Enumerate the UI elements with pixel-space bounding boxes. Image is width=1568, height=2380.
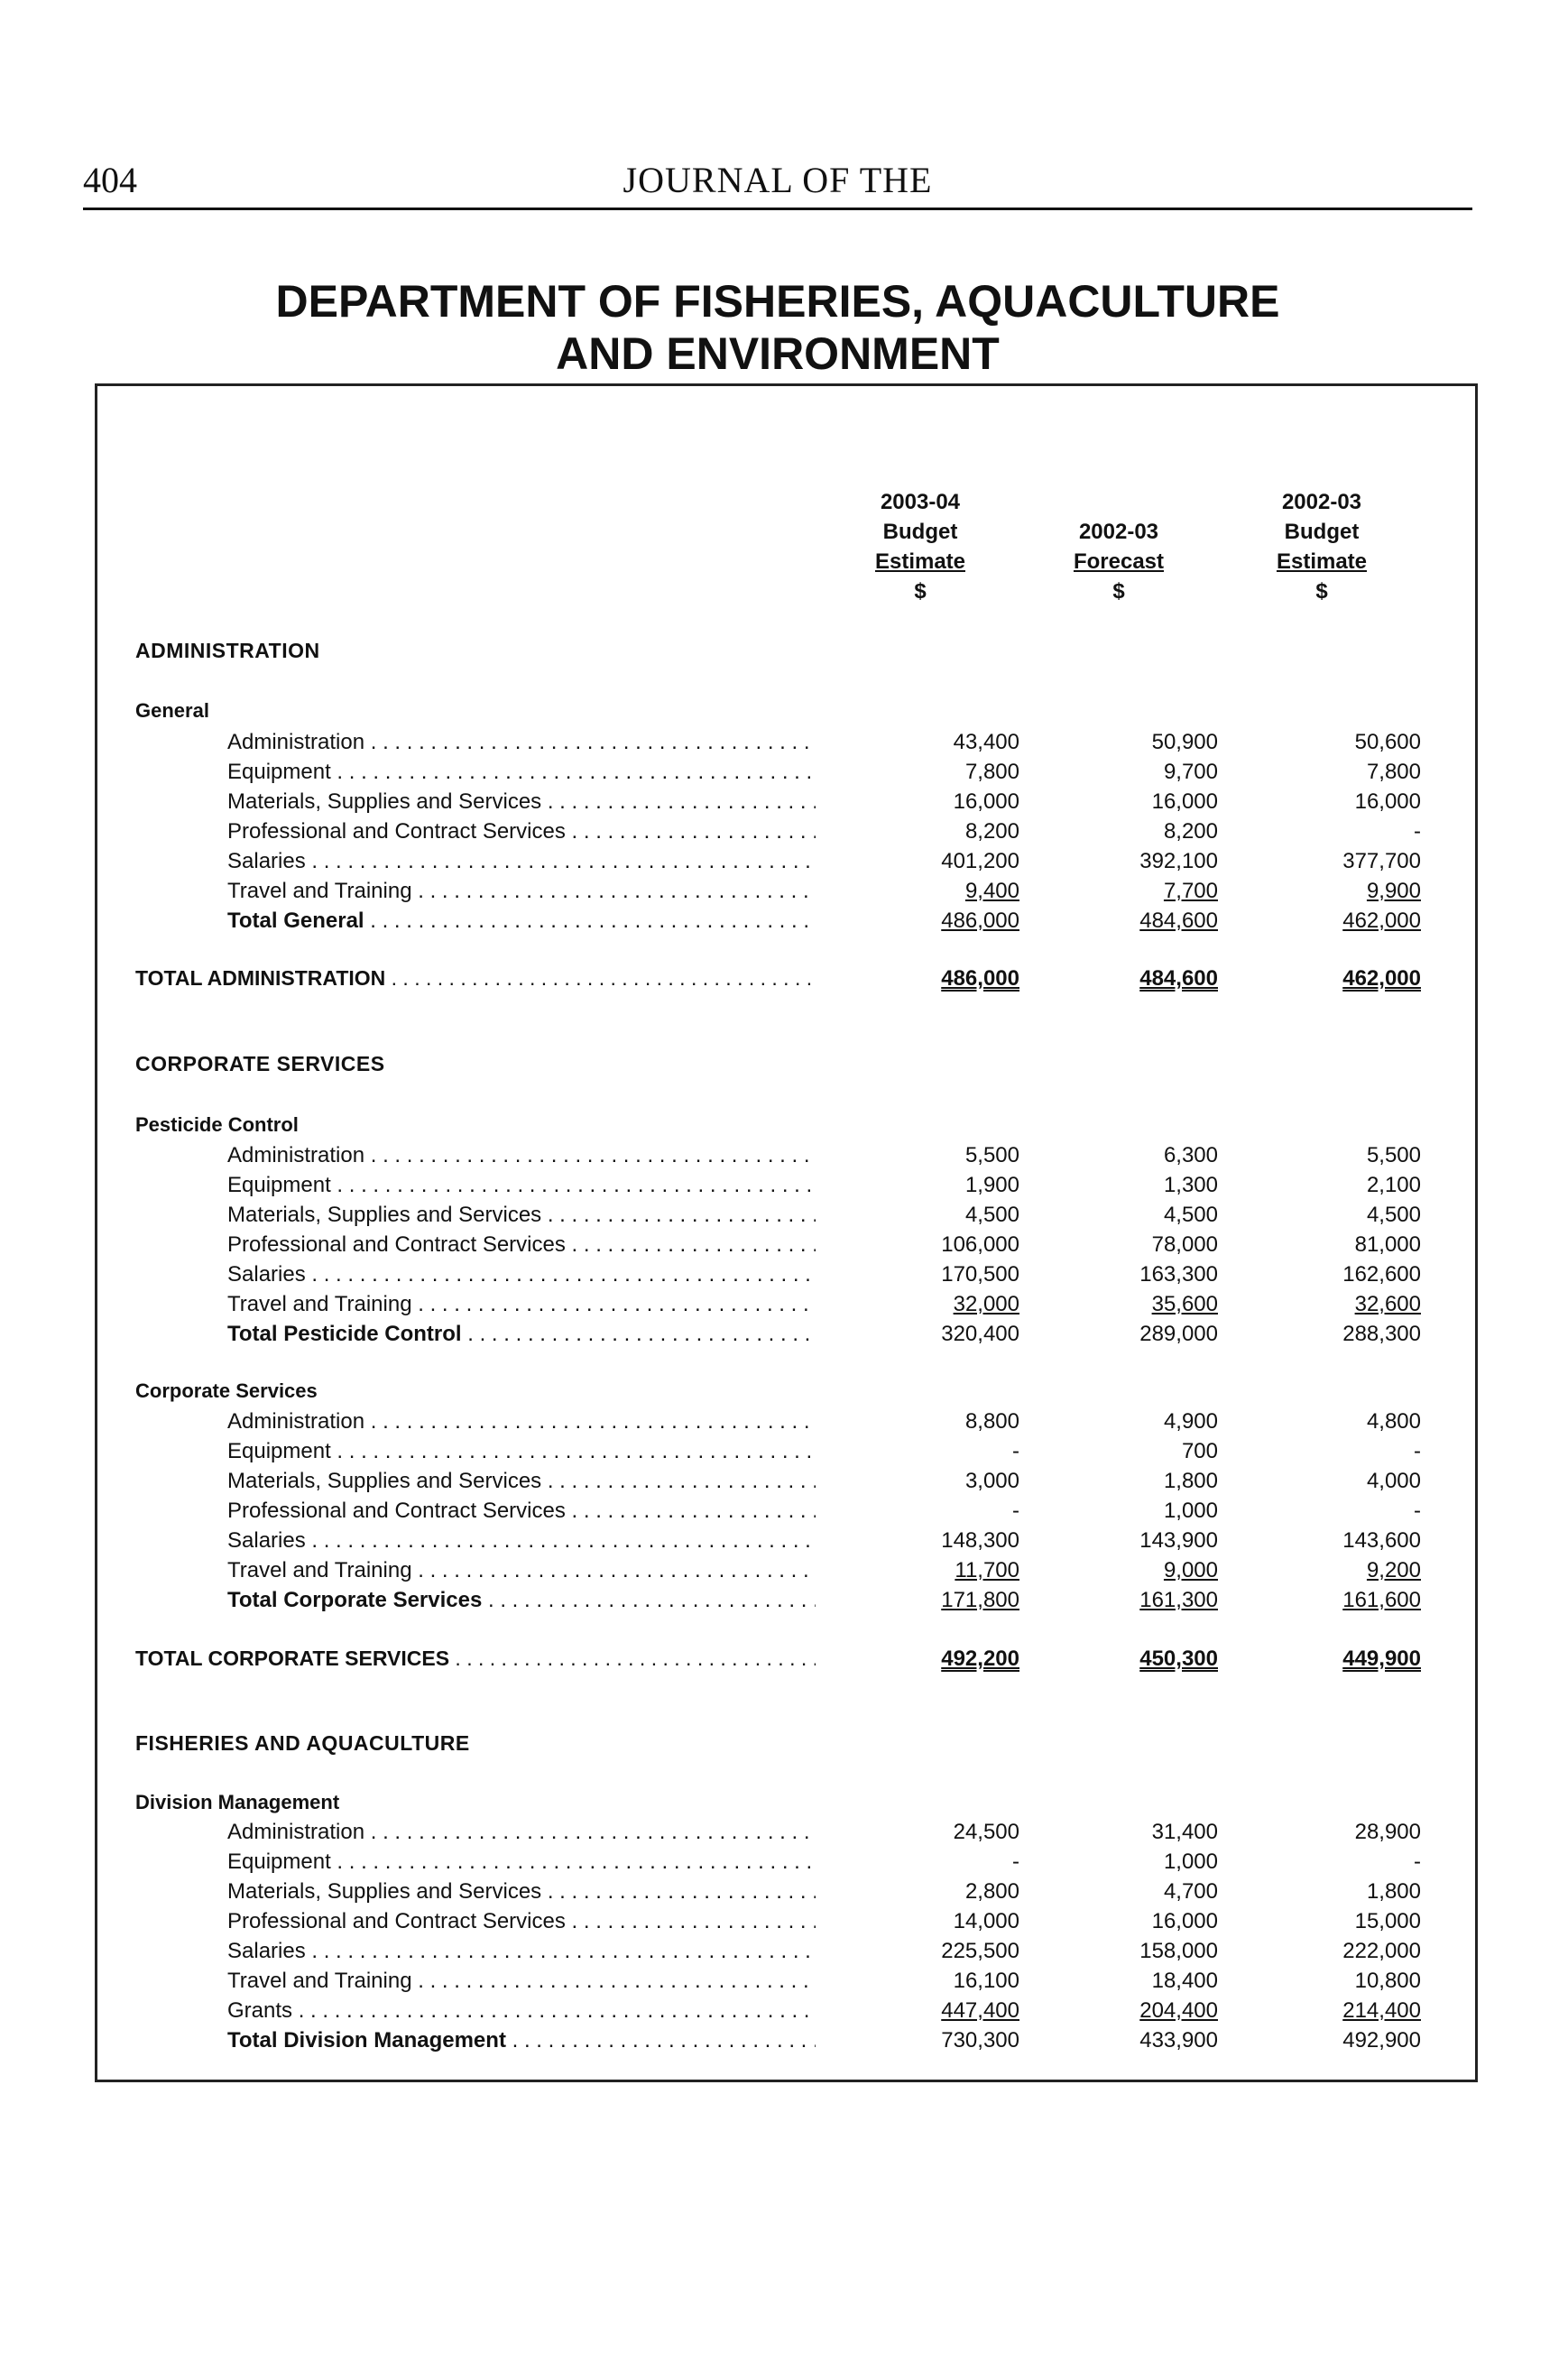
row-label: TOTAL ADMINISTRATION . . .	[135, 964, 816, 993]
value-2003-04-estimate: 1,900	[964, 1173, 1019, 1197]
value-2002-03-forecast	[1019, 1555, 1218, 1585]
column-header-line3: Estimate	[1276, 549, 1368, 574]
row-label: Professional and Contract Services . . .	[227, 1906, 816, 1936]
value-text: 486,000	[941, 966, 1019, 991]
column-header-budget-2002-03	[1222, 487, 1421, 606]
value-2003-04-estimate: 730,300	[941, 2028, 1019, 2053]
value-2002-03-estimate: 492,900	[1342, 2028, 1421, 2053]
value-text: 9,000	[1163, 1558, 1218, 1582]
table-row	[0, 1230, 1568, 1259]
value-text: 11,700	[955, 1558, 1019, 1582]
column-header-line3: Forecast	[1073, 549, 1165, 574]
value-2002-03-estimate	[1222, 1289, 1421, 1319]
table-row	[0, 1289, 1568, 1319]
table-row	[0, 1966, 1568, 1996]
value-2002-03-estimate: 377,700	[1342, 849, 1421, 873]
value-text: 9,900	[1366, 879, 1421, 903]
row-label: Professional and Contract Services . . .	[227, 1230, 816, 1259]
value-2002-03-estimate: 16,000	[1354, 789, 1421, 814]
table-row	[0, 1466, 1568, 1496]
column-header-unit: $	[1112, 579, 1125, 604]
column-header-budget-2003-04	[821, 487, 1019, 606]
column-header-line2: Budget	[1284, 520, 1360, 544]
value-2002-03-estimate: 2,100	[1366, 1173, 1421, 1197]
value-2003-04-estimate	[821, 906, 1019, 936]
row-label: Equipment . . .	[227, 1847, 816, 1877]
table-row	[0, 1526, 1568, 1555]
value-2002-03-estimate: 81,000	[1354, 1232, 1421, 1257]
column-header-forecast-2002-03	[1019, 487, 1218, 606]
table-row	[0, 1906, 1568, 1936]
section-heading-fisheries-and-aquaculture: FISHERIES AND AQUACULTURE	[135, 1731, 470, 1755]
value-2002-03-estimate	[1222, 1555, 1421, 1585]
column-header-unit: $	[1315, 579, 1328, 604]
column-header-line2: 2002-03	[1078, 520, 1159, 544]
value-2002-03-estimate: 143,600	[1342, 1528, 1421, 1553]
row-label: Materials, Supplies and Services . . .	[227, 787, 816, 816]
value-2002-03-estimate: 5,500	[1366, 1143, 1421, 1167]
table-row-total	[0, 2025, 1568, 2055]
value-text: 35,600	[1151, 1292, 1218, 1316]
table-row-grand-total	[0, 1644, 1568, 1674]
table-row	[0, 757, 1568, 787]
value-2002-03-forecast: 1,000	[1163, 1499, 1218, 1523]
table-row	[0, 1936, 1568, 1966]
column-header-line1: 2002-03	[1281, 490, 1362, 514]
table-row	[0, 1996, 1568, 2025]
value-2002-03-forecast: 8,200	[1163, 819, 1218, 844]
row-label: Total Division Management . . .	[227, 2025, 816, 2055]
table-row-grand-total	[0, 964, 1568, 993]
value-2002-03-estimate	[1222, 1644, 1421, 1674]
row-label: Travel and Training . . .	[227, 876, 816, 906]
subsection-heading-pesticide-control: Pesticide Control	[135, 1113, 299, 1136]
row-label: Total General . . .	[227, 906, 816, 936]
value-2002-03-forecast	[1019, 964, 1218, 993]
value-2002-03-forecast: 16,000	[1151, 789, 1218, 814]
value-2003-04-estimate: 170,500	[941, 1262, 1019, 1287]
table-row	[0, 816, 1568, 846]
value-2003-04-estimate: 4,500	[964, 1203, 1019, 1227]
row-label: Total Pesticide Control . . .	[227, 1319, 816, 1349]
subsection-heading-corporate-services: Corporate Services	[135, 1379, 318, 1402]
table-row	[0, 1817, 1568, 1847]
value-2003-04-estimate	[821, 1585, 1019, 1615]
table-row	[0, 1140, 1568, 1170]
row-label: Travel and Training . . .	[227, 1555, 816, 1585]
department-title	[83, 275, 1472, 380]
value-text: 32,600	[1354, 1292, 1421, 1316]
row-label: Equipment . . .	[227, 757, 816, 787]
department-title-line2: AND ENVIRONMENT	[556, 328, 1000, 379]
column-header-line1: 2003-04	[880, 490, 961, 514]
value-2003-04-estimate: 320,400	[941, 1322, 1019, 1346]
value-2002-03-forecast: 4,500	[1163, 1203, 1218, 1227]
value-2003-04-estimate	[821, 1555, 1019, 1585]
table-row	[0, 846, 1568, 876]
value-text: 484,600	[1139, 966, 1218, 991]
value-2003-04-estimate: 16,100	[953, 1969, 1019, 1993]
value-2002-03-forecast: 1,300	[1163, 1173, 1218, 1197]
value-text: 462,000	[1342, 909, 1421, 933]
value-2002-03-forecast: 700	[1181, 1439, 1218, 1463]
value-2002-03-forecast: 78,000	[1151, 1232, 1218, 1257]
value-2003-04-estimate: 24,500	[953, 1820, 1019, 1844]
value-2002-03-forecast: 1,000	[1163, 1850, 1218, 1874]
table-row	[0, 1407, 1568, 1436]
value-text: 450,300	[1139, 1647, 1218, 1671]
row-label: TOTAL CORPORATE SERVICES . . .	[135, 1644, 816, 1674]
value-2003-04-estimate: 14,000	[953, 1909, 1019, 1933]
table-row-total	[0, 1585, 1568, 1615]
value-2003-04-estimate: 7,800	[964, 760, 1019, 784]
value-2002-03-estimate	[1222, 1585, 1421, 1615]
table-row	[0, 1436, 1568, 1466]
value-2002-03-estimate: -	[1414, 1499, 1421, 1523]
value-2002-03-estimate: 28,900	[1354, 1820, 1421, 1844]
value-2002-03-forecast: 9,700	[1163, 760, 1218, 784]
value-2002-03-forecast: 143,900	[1139, 1528, 1218, 1553]
value-2002-03-estimate	[1222, 906, 1421, 936]
value-text: 171,800	[941, 1588, 1019, 1612]
value-2002-03-estimate	[1222, 964, 1421, 993]
column-header-line1	[1019, 487, 1218, 517]
value-2002-03-estimate: 7,800	[1366, 760, 1421, 784]
section-heading-administration: ADMINISTRATION	[135, 639, 320, 662]
table-row	[0, 1259, 1568, 1289]
row-label: Travel and Training . . .	[227, 1289, 816, 1319]
value-text: 161,600	[1342, 1588, 1421, 1612]
row-label: Administration . . .	[227, 1407, 816, 1436]
value-2002-03-estimate: 15,000	[1354, 1909, 1421, 1933]
value-2003-04-estimate: -	[1012, 1850, 1019, 1874]
row-label: Salaries . . .	[227, 846, 816, 876]
row-label: Materials, Supplies and Services . . .	[227, 1877, 816, 1906]
row-label: Professional and Contract Services . . .	[227, 1496, 816, 1526]
value-2002-03-forecast: 50,900	[1151, 730, 1218, 754]
table-row	[0, 1496, 1568, 1526]
value-2003-04-estimate	[821, 1644, 1019, 1674]
table-row	[0, 727, 1568, 757]
row-label: Professional and Contract Services . . .	[227, 816, 816, 846]
value-text: 9,400	[964, 879, 1019, 903]
row-label: Administration . . .	[227, 1817, 816, 1847]
value-2002-03-forecast: 6,300	[1163, 1143, 1218, 1167]
table-row	[0, 1170, 1568, 1200]
row-label: Administration . . .	[227, 727, 816, 757]
value-2002-03-estimate: 162,600	[1342, 1262, 1421, 1287]
value-text: 214,400	[1342, 1998, 1421, 2023]
value-2002-03-forecast	[1019, 876, 1218, 906]
value-2002-03-estimate: -	[1414, 1850, 1421, 1874]
value-2002-03-forecast: 289,000	[1139, 1322, 1218, 1346]
value-2002-03-estimate: 4,800	[1366, 1409, 1421, 1434]
value-2002-03-forecast: 1,800	[1163, 1469, 1218, 1493]
subsection-heading-division-management: Division Management	[135, 1791, 340, 1813]
value-2003-04-estimate: 225,500	[941, 1939, 1019, 1963]
value-text: 9,200	[1366, 1558, 1421, 1582]
value-2002-03-estimate: -	[1414, 1439, 1421, 1463]
value-2002-03-estimate: 222,000	[1342, 1939, 1421, 1963]
row-label: Materials, Supplies and Services . . .	[227, 1466, 816, 1496]
table-row	[0, 1555, 1568, 1585]
value-2002-03-estimate: 4,000	[1366, 1469, 1421, 1493]
value-2003-04-estimate: 8,200	[964, 819, 1019, 844]
value-text: 161,300	[1139, 1588, 1218, 1612]
row-label: Equipment . . .	[227, 1436, 816, 1466]
value-text: 7,700	[1163, 879, 1218, 903]
value-text: 204,400	[1139, 1998, 1218, 2023]
table-row-total	[0, 906, 1568, 936]
table-row	[0, 876, 1568, 906]
value-2002-03-forecast	[1019, 1644, 1218, 1674]
row-label: Total Corporate Services . . .	[227, 1585, 816, 1615]
value-2002-03-estimate	[1222, 876, 1421, 906]
value-2002-03-forecast: 163,300	[1139, 1262, 1218, 1287]
value-2003-04-estimate: -	[1012, 1439, 1019, 1463]
value-2003-04-estimate: 401,200	[941, 849, 1019, 873]
value-text: 449,900	[1342, 1647, 1421, 1671]
column-header-unit: $	[914, 579, 927, 604]
value-2003-04-estimate: 3,000	[964, 1469, 1019, 1493]
value-text: 486,000	[941, 909, 1019, 933]
value-text: 484,600	[1139, 909, 1218, 933]
row-label: Salaries . . .	[227, 1936, 816, 1966]
value-2003-04-estimate: 16,000	[953, 789, 1019, 814]
value-2002-03-forecast: 392,100	[1139, 849, 1218, 873]
value-2003-04-estimate: 5,500	[964, 1143, 1019, 1167]
value-2003-04-estimate: 8,800	[964, 1409, 1019, 1434]
row-label: Materials, Supplies and Services . . .	[227, 1200, 816, 1230]
value-2002-03-forecast	[1019, 1289, 1218, 1319]
value-2002-03-estimate: 50,600	[1354, 730, 1421, 754]
row-label: Travel and Training . . .	[227, 1966, 816, 1996]
value-2002-03-forecast	[1019, 1585, 1218, 1615]
value-2002-03-forecast: 18,400	[1151, 1969, 1218, 1993]
page-number: 404	[83, 160, 137, 200]
value-2002-03-forecast: 4,900	[1163, 1409, 1218, 1434]
value-text: 492,200	[941, 1647, 1019, 1671]
row-label: Administration . . .	[227, 1140, 816, 1170]
value-2002-03-estimate: 1,800	[1366, 1879, 1421, 1904]
value-2003-04-estimate	[821, 876, 1019, 906]
value-2002-03-estimate	[1222, 1996, 1421, 2025]
value-2003-04-estimate: 106,000	[941, 1232, 1019, 1257]
value-2003-04-estimate: 43,400	[953, 730, 1019, 754]
row-label: Salaries . . .	[227, 1259, 816, 1289]
table-row	[0, 787, 1568, 816]
value-2002-03-forecast: 16,000	[1151, 1909, 1218, 1933]
value-2002-03-estimate: 4,500	[1366, 1203, 1421, 1227]
value-2003-04-estimate	[821, 964, 1019, 993]
value-2003-04-estimate: 148,300	[941, 1528, 1019, 1553]
value-2003-04-estimate: 2,800	[964, 1879, 1019, 1904]
value-2002-03-forecast	[1019, 1996, 1218, 2025]
value-2002-03-estimate: -	[1414, 819, 1421, 844]
column-header-line2: Budget	[882, 520, 958, 544]
value-text: 447,400	[941, 1998, 1019, 2023]
section-heading-corporate-services: CORPORATE SERVICES	[135, 1052, 385, 1075]
value-2002-03-forecast: 433,900	[1139, 2028, 1218, 2053]
value-text: 462,000	[1342, 966, 1421, 991]
table-row-total	[0, 1319, 1568, 1349]
value-2003-04-estimate	[821, 1289, 1019, 1319]
value-2002-03-forecast: 158,000	[1139, 1939, 1218, 1963]
table-row	[0, 1877, 1568, 1906]
value-2002-03-forecast: 4,700	[1163, 1879, 1218, 1904]
row-label: Grants . . .	[227, 1996, 816, 2025]
row-label: Equipment . . .	[227, 1170, 816, 1200]
value-2002-03-forecast	[1019, 906, 1218, 936]
journal-title: JOURNAL OF THE	[623, 160, 933, 200]
value-2003-04-estimate	[821, 1996, 1019, 2025]
value-text: 32,000	[953, 1292, 1019, 1316]
column-header-line3: Estimate	[874, 549, 966, 574]
value-2002-03-estimate: 288,300	[1342, 1322, 1421, 1346]
table-row	[0, 1200, 1568, 1230]
value-2002-03-estimate: 10,800	[1354, 1969, 1421, 1993]
value-2003-04-estimate: -	[1012, 1499, 1019, 1523]
row-label: Salaries . . .	[227, 1526, 816, 1555]
value-2002-03-forecast: 31,400	[1151, 1820, 1218, 1844]
page-header	[83, 152, 1472, 210]
table-row	[0, 1847, 1568, 1877]
subsection-heading-general: General	[135, 699, 209, 722]
department-title-line1: DEPARTMENT OF FISHERIES, AQUACULTURE	[275, 276, 1280, 327]
